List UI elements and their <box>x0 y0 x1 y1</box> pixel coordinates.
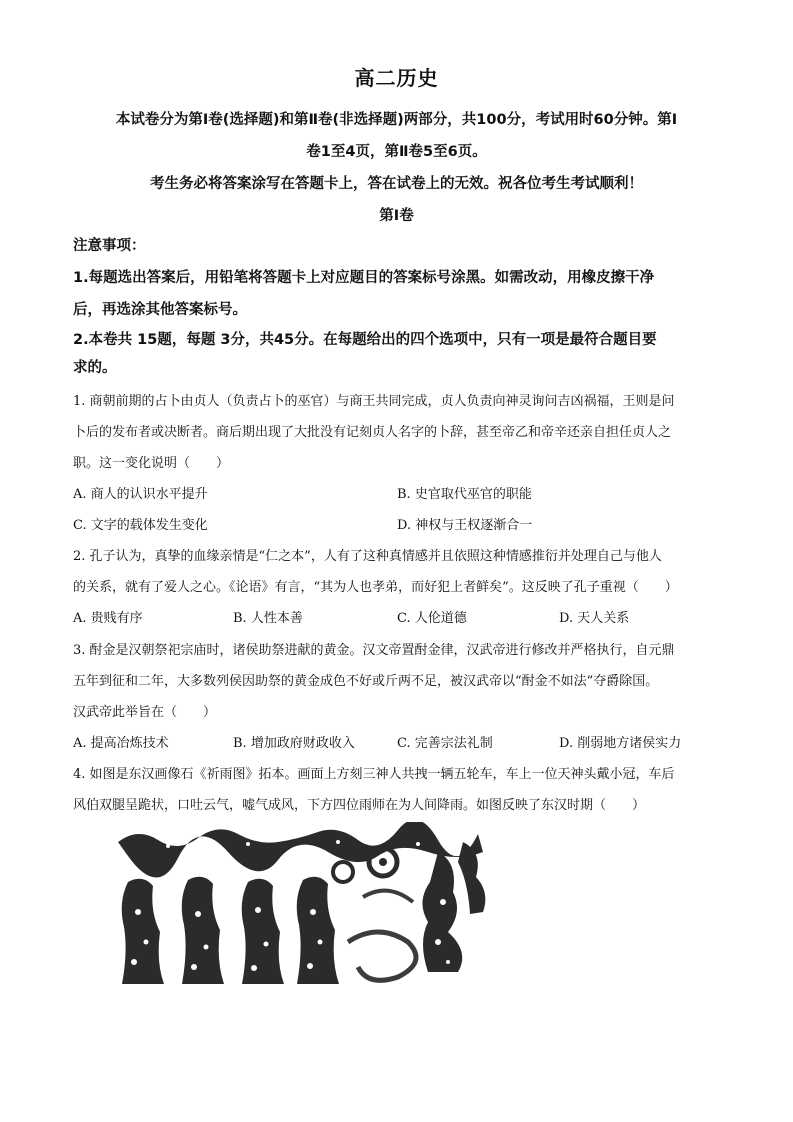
page-title: 高二历史 <box>354 66 439 90</box>
note-1-line-2: 后，再选涂其他答案标号。 <box>73 302 247 318</box>
intro-line-3: 考生务必将答案涂写在答题卡上，答在试卷上的无效。祝各位考生考试顺利！ <box>150 176 643 192</box>
question-1-line-1: 1. 商朝前期的占卜由贞人（负责占卜的巫官）与商王共同完成，贞人负责向神灵询问吉凶祸福，王则是问 <box>73 394 675 409</box>
note-1-line-1: 1.每题选出答案后，用铅笔将答题卡上对应题目的答案标号涂黑。如需改动，用橡皮擦干净 <box>73 270 655 286</box>
question-2-option-d: D. 天人关系 <box>559 611 630 626</box>
section-title: 第Ⅰ卷 <box>379 208 414 224</box>
question-2-option-b: B. 人性本善 <box>233 611 303 626</box>
question-3-option-d: D. 削弱地方诸侯实力 <box>559 736 682 751</box>
question-1-option-c: C. 文字的载体发生变化 <box>73 518 208 533</box>
question-1-option-d: D. 神权与王权逐渐合一 <box>397 518 533 533</box>
question-2-line-1: 2. 孔子认为，真挚的血缘亲情是“仁之本”，人有了这种真情感并且依照这种情感推衍并处理自己与他人 <box>73 549 662 564</box>
notes-heading: 注意事项： <box>73 238 146 254</box>
question-1-option-b: B. 史官取代巫官的职能 <box>397 487 532 502</box>
question-2-line-2: 的关系，就有了爱人之心。《论语》有言，“其为人也孝弟，而好犯上者鲜矣”。这反映了孔子重视（ ） <box>73 580 678 595</box>
question-1-line-3: 职。这一变化说明（ ） <box>73 456 230 471</box>
rain-prayer-rubbing-image <box>98 822 498 990</box>
intro-line-1: 本试卷分为第Ⅰ卷(选择题)和第Ⅱ卷(非选择题)两部分，共100分，考试用时60分钟。第Ⅰ <box>115 112 678 128</box>
question-3-option-b: B. 增加政府财政收入 <box>233 736 355 751</box>
note-2-line-2: 求的。 <box>73 360 117 376</box>
note-2-line-1: 2.本卷共 15题，每题 3分，共45分。在每题给出的四个选项中，只有一项是最符合题目要 <box>73 332 657 348</box>
question-3-line-3: 汉武帝此举旨在（ ） <box>73 705 217 720</box>
question-3-option-c: C. 完善宗法礼制 <box>397 736 493 751</box>
question-1-line-2: 卜后的发布者或决断者。商后期出现了大批没有记刻贞人名字的卜辞，甚至帝乙和帝辛还亲自担任贞人之 <box>73 425 672 440</box>
question-3-line-2: 五年到征和二年，大多数列侯因助祭的黄金成色不好或斤两不足，被汉武帝以“酎金不如法”夺爵除国。 <box>73 674 659 689</box>
question-3-option-a: A. 提高冶炼技术 <box>73 736 169 751</box>
question-4-line-2: 风伯双腿呈跪状，口吐云气，嘘气成风，下方四位雨师在为人间降雨。如图反映了东汉时期（ ） <box>73 798 646 813</box>
intro-line-2: 卷1至4页，第Ⅱ卷5至6页。 <box>306 144 487 160</box>
question-3-line-1: 3. 酎金是汉朝祭祀宗庙时，诸侯助祭进献的黄金。汉文帝置酎金律，汉武帝进行修改并严格执行，自元鼎 <box>73 643 675 658</box>
question-1-option-a: A. 商人的认识水平提升 <box>73 487 208 502</box>
question-4-line-1: 4. 如图是东汉画像石《祈雨图》拓本。画面上方刻三神人共拽一辆五轮车，车上一位天神头戴小冠，车后 <box>73 767 675 782</box>
question-2-option-a: A. 贵贱有序 <box>73 611 143 626</box>
question-2-option-c: C. 人伦道德 <box>397 611 467 626</box>
